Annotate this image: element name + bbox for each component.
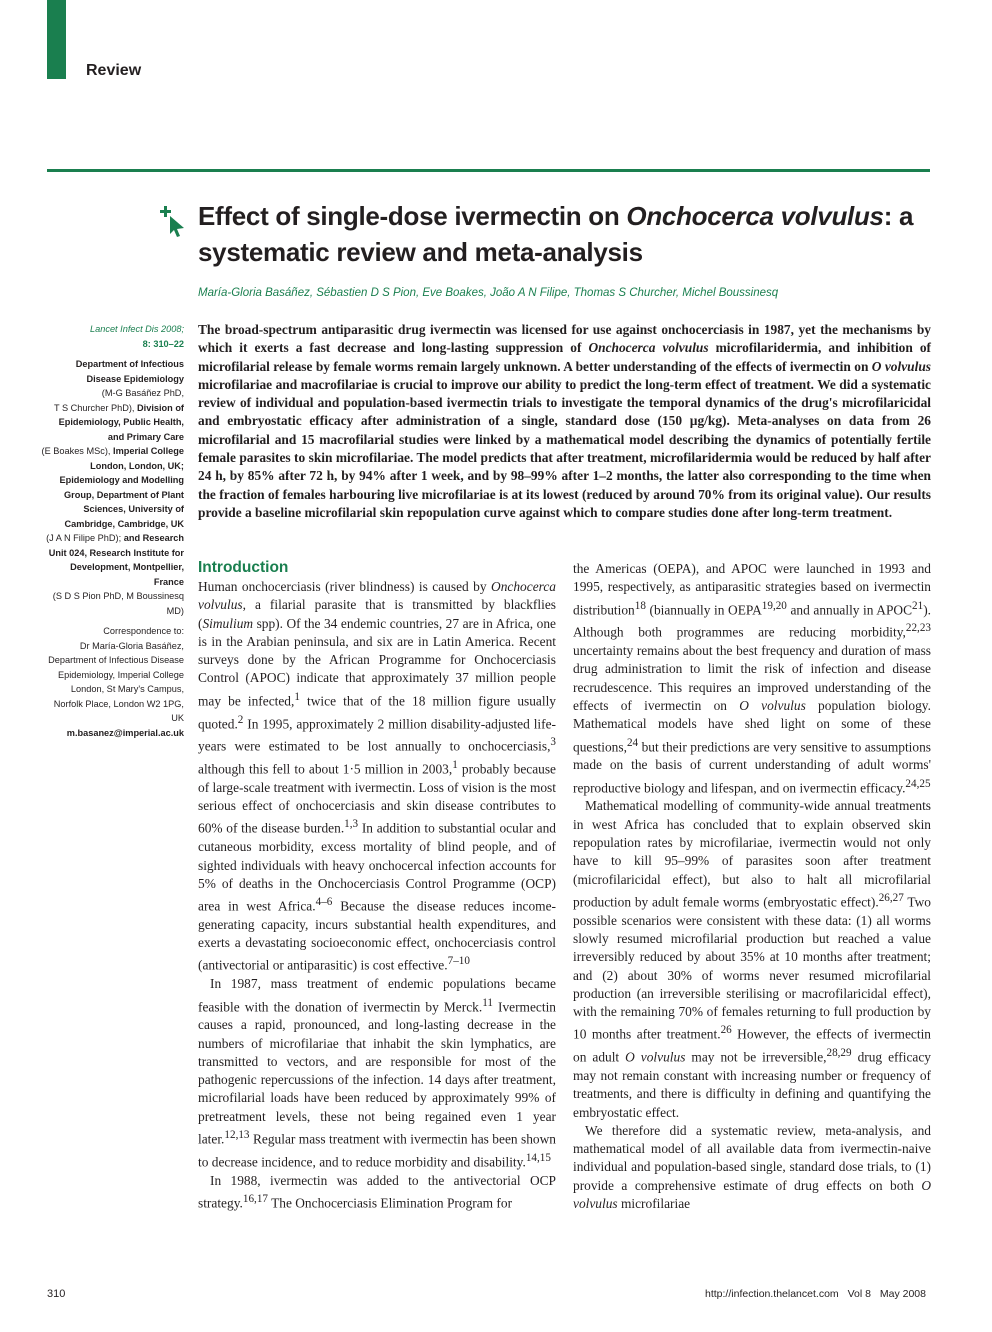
journal-volume: Vol 8	[847, 1288, 871, 1300]
article-title: Effect of single-dose ivermectin on Onchocerca volvulus: a systematic review and meta-analysis	[198, 201, 914, 267]
body-column-right	[573, 560, 931, 1213]
paragraph: In 1988, ivermectin was added to the antivectorial OCP strategy.$^{16,17}$ The Onchocerciasis Elimination Program for	[198, 1172, 556, 1211]
section-heading-introduction: Introduction	[198, 559, 289, 576]
affiliations: Department of Infectious Disease Epidemiology (M-G Basáñez PhD, T S Churcher PhD), Division of Epidemiology, Public Health, and Primary Care (E Boakes MSc), Imperial College London, London, UK; Epidemiology and Modelling Group, Department of Plant Sciences, University of Cambridge, Cambridge, UK (J A N Filipe PhD); and Research Unit 024, Research Institute for Development, Montpellier, France (S D S Pion PhD, M Boussinesq MD)	[41, 359, 184, 616]
page-number: 310	[47, 1288, 66, 1300]
paragraph: We therefore did a systematic review, meta-analysis, and mathematical model of all available data from ivermectin-naive individual and population-based single, standard dose trials, to (1) provide a comprehensive estimate of drug effects on both O volvulus microfilariae	[573, 1122, 931, 1212]
correspondence: Correspondence to: Dr María-Gloria Basáñez, Department of Infectious Disease Epidemiology, Imperial College London, St Mary's Campus, Norfolk Place, London W2 1PG, UK m.basanez@imperial.ac.uk	[48, 626, 184, 738]
footer-info	[699, 1288, 926, 1300]
corresponding-email[interactable]: m.basanez@imperial.ac.uk	[66, 727, 184, 738]
crossmark-icon[interactable]	[158, 204, 186, 238]
journal-url[interactable]: http://infection.thelancet.com	[705, 1288, 839, 1300]
sidebar-notes	[40, 322, 184, 746]
author-list: María-Gloria Basáñez, Sébastien D S Pion, Eve Boakes, João A N Filipe, Thomas S Churcher, Michel Boussinesq	[198, 287, 779, 299]
header-accent-bar	[47, 0, 66, 79]
paragraph: Human onchocerciasis (river blindness) is caused by Onchocerca volvulus, a filarial parasite that is transmitted by blackflies (Simulium spp). Of the 34 endemic countries, 27 are in Africa, one is in the Arabian peninsula, and six are in Latin America. Recent surveys done by the African Programme for Onchocerciasis Control (APOC) indicate that approximately 37 million people may be infected,$^1$ twice that of the 18 million figure usually quoted.$^2$ In 1995, approximately 2 million disability-adjusted life-years were estimated to be lost annually to onchocerciasis,$^3$ although this fell to about 1·5 million in 2003,$^1$ probably because of large-scale treatment with ivermectin. Loss of vision is the most serious effect of onchocerciasis and skin disease contributes to 60% of the disease burden.$^{1,3}$ In addition to substantial ocular and cutaneous morbidity, excess mortality of blind people, and of sighted individuals with heavy onchocercal infection accounts for 5% of deaths in the Onchocerciasis Control Programme (OCP) area in west Africa.$^{4-6}$ Because the disease reduces income-generating capacity, incurs substantial health expenditures, and exerts a devastating socioeconomic effect, onchocerciasis control (antivectorial or antiparasitic) is cost effective.$^{7-10}$	[198, 579, 557, 973]
paragraph: In 1987, mass treatment of endemic populations became feasible with the donation of ivermectin by Merck.$^{11}$ Ivermectin causes a rapid, pronounced, and long-lasting decrease in the numbers of microfilariae that inhabit the skin lymphatics, are transmitted to vectors, and are responsible for most of the pathogenic repercussions of the infection. 14 days after treatment, microfilarial loads have been reduced by approximately 99% of pretreatment levels, these not being regained even 1 year later.$^{12,13}$ Regular mass treatment with ivermectin has been shown to decrease incidence, and to reduce morbidity and disability.$^{14,15}$	[198, 976, 556, 1170]
journal-citation: Lancet Infect Dis 2008; 8: 310–22	[90, 324, 184, 349]
abstract: The broad-spectrum antiparasitic drug ivermectin was licensed for use against onchocerciasis in 1987, yet the mechanisms by which it exerts a fast decrease and long-lasting suppression of Onchocerca volvulus microfilaridermia, and inhibition of microfilarial release by female worms remain largely unknown. A better understanding of the effects of ivermectin on O volvulus microfilariae and macrofilariae is crucial to improve our ability to predict the long-term effect of treatment. We did a systematic review of individual and population-based ivermectin trials to investigate the temporal dynamics of the drug's microfilaricidal and embryostatic efficacy after administration of a single, standard dose (150 µg/kg). Meta-analyses on data from 26 microfilarial and 15 macrofilarial studies were linked by a mathematical model describing the dynamics of potentially fertile female parasites to skin microfilariae. The model predicts that after treatment, microfilaridermia would be reduced by half after 24 h, by 85% after 72 h, by 94% after 1 week, and by 98–99% after 1–2 months, the latter also corresponding to the time when the fraction of females harbouring live microfilariae is at its lowest (reduced by around 70% from its original value). Our results provide a baseline microfilarial skin repopulation curve against which to compare studies done after long-term treatment.	[198, 322, 932, 520]
section-label: Review	[86, 62, 142, 79]
header-rule	[47, 169, 930, 172]
paragraph: the Americas (OEPA), and APOC were launched in 1993 and 1995, respectively, as antiparasitic strategies based on ivermectin distribution$^{18}$ (biannually in OEPA$^{19,20}$ and annually in APOC$^{21}$). Although both programmes are reducing morbidity,$^{22,23}$ uncertainty remains about the best frequency and duration of mass drug administration to limit the risk of infection and disease recrudescence. This requires an improved understanding of the effects of ivermectin on O volvulus population biology. Mathematical models have shed light on some of these questions,$^{24}$ but their predictions are very sensitive to assumptions made on the basis of current understanding of adult worms' reproductive biology and lifespan, and on ivermectin efficacy.$^{24,25}$	[573, 561, 931, 796]
paragraph: Mathematical modelling of community-wide annual treatments in west Africa has concluded that to explain observed skin repopulation rates by microfilariae, ivermectin would not only have to kill 95–99% of parasites soon after treatment (microfilaricidal effect), but also to halt all microfilarial production by adult female worms (embryostatic effect).$^{26,27}$ Two possible scenarios were consistent with these data: (1) all worms slowly resumed microfilarial production but reached a value irreversibly reduced by about 35% at 10 months after treatment; and (2) about 30% of worms never resumed microfilarial production (an irreversible sterilising or macrofilaricidal effect), with the remaining 70% of females returning to full production by 10 months after treatment.$^{26}$ However, the effects of ivermectin on adult O volvulus may not be irreversible,$^{28,29}$ drug efficacy may not remain constant with increasing number or frequency of treatments, and there is difficulty in defining and quantifying the embryostatic effect.	[573, 798, 931, 1120]
body-column-left	[198, 558, 556, 1213]
journal-date: May 2008	[879, 1288, 926, 1300]
